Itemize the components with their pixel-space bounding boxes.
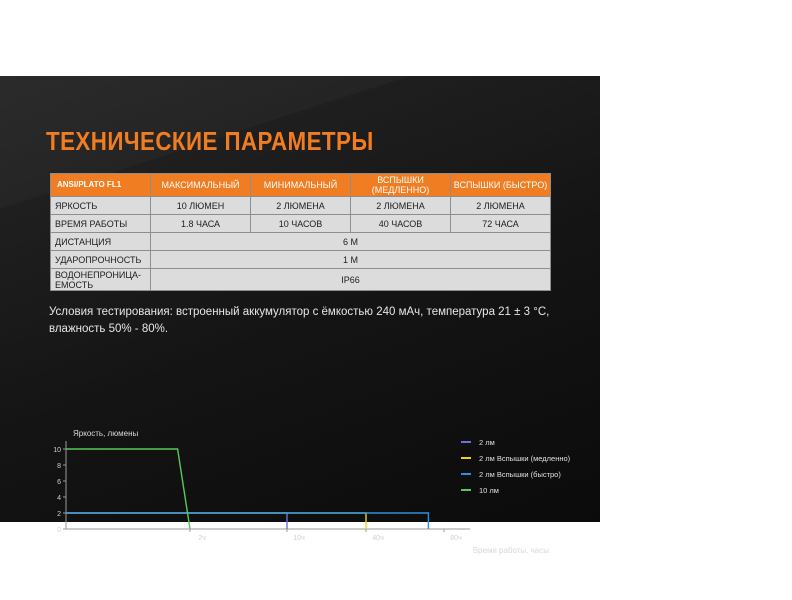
cell-brightness-slow: 2 ЛЮМЕНА	[351, 197, 451, 215]
cell-runtime-slow: 40 ЧАСОВ	[351, 215, 451, 233]
table-header-row	[51, 174, 551, 197]
legend-label: 10 лм	[479, 486, 499, 495]
table-row	[51, 269, 551, 291]
cell-runtime-fast: 72 ЧАСА	[451, 215, 551, 233]
cell-distance: 6 М	[151, 233, 551, 251]
header-mode-min: МИНИМАЛЬНЫЙ	[251, 174, 351, 197]
legend-label: 2 лм Вспышки (быстро)	[479, 470, 561, 479]
header-mode-max: МАКСИМАЛЬНЫЙ	[151, 174, 251, 197]
x-axis-label: Время работы, часы	[472, 546, 549, 555]
legend-label: 2 лм	[479, 438, 495, 447]
page-title: ТЕХНИЧЕСКИЕ ПАРАМЕТРЫ	[46, 126, 374, 156]
x-tick-label: 10ч	[293, 535, 305, 542]
x-tick-label: 2ч	[198, 535, 206, 542]
cell-brightness-min: 2 ЛЮМЕНА	[251, 197, 351, 215]
row-label-impact: УДАРОПРОЧНОСТЬ	[51, 251, 151, 269]
legend-label: 2 лм Вспышки (медленно)	[479, 454, 571, 463]
y-tick-label: 6	[57, 479, 61, 486]
runtime-chart	[0, 346, 600, 555]
y-tick-label: 8	[57, 463, 61, 470]
cell-runtime-min: 10 ЧАСОВ	[251, 215, 351, 233]
y-tick-label: 4	[57, 495, 61, 502]
series-line-3	[66, 513, 428, 529]
y-tick-label: 10	[53, 447, 61, 454]
series-line-1	[66, 513, 287, 529]
row-label-distance: ДИСТАНЦИЯ	[51, 233, 151, 251]
y-tick-label: 2	[57, 511, 61, 518]
header-model: ANSI/PLATO FL1	[51, 174, 151, 197]
cell-brightness-fast: 2 ЛЮМЕНА	[451, 197, 551, 215]
row-label-brightness: ЯРКОСТЬ	[51, 197, 151, 215]
cell-brightness-max: 10 ЛЮМЕН	[151, 197, 251, 215]
x-tick-label: 40ч	[372, 535, 384, 542]
x-tick-label: 80ч	[450, 535, 462, 542]
table-row	[51, 197, 551, 215]
y-tick-label: 0	[57, 527, 61, 534]
table-row	[51, 233, 551, 251]
row-label-waterproof: ВОДОНЕПРОНИЦА-ЕМОСТЬ	[51, 269, 151, 291]
test-conditions: Условия тестирования: встроенный аккумулятор с ёмкостью 240 мАч, температура 21 ± 3 °C, влажность 50% - 80%.	[49, 306, 550, 335]
y-axis-label: Яркость, люмены	[73, 429, 139, 438]
table-row	[51, 251, 551, 269]
header-mode-slow-flash: ВСПЫШКИ (МЕДЛЕННО)	[351, 174, 451, 197]
row-label-runtime: ВРЕМЯ РАБОТЫ	[51, 215, 151, 233]
header-mode-fast-flash: ВСПЫШКИ (БЫСТРО)	[451, 174, 551, 197]
cell-waterproof: IP66	[151, 269, 551, 291]
cell-runtime-max: 1.8 ЧАСА	[151, 215, 251, 233]
series-line-2	[66, 513, 366, 529]
cell-impact: 1 М	[151, 251, 551, 269]
series-line-4	[66, 449, 190, 529]
spec-panel	[0, 76, 600, 555]
spec-table	[50, 173, 551, 291]
table-row	[51, 215, 551, 233]
